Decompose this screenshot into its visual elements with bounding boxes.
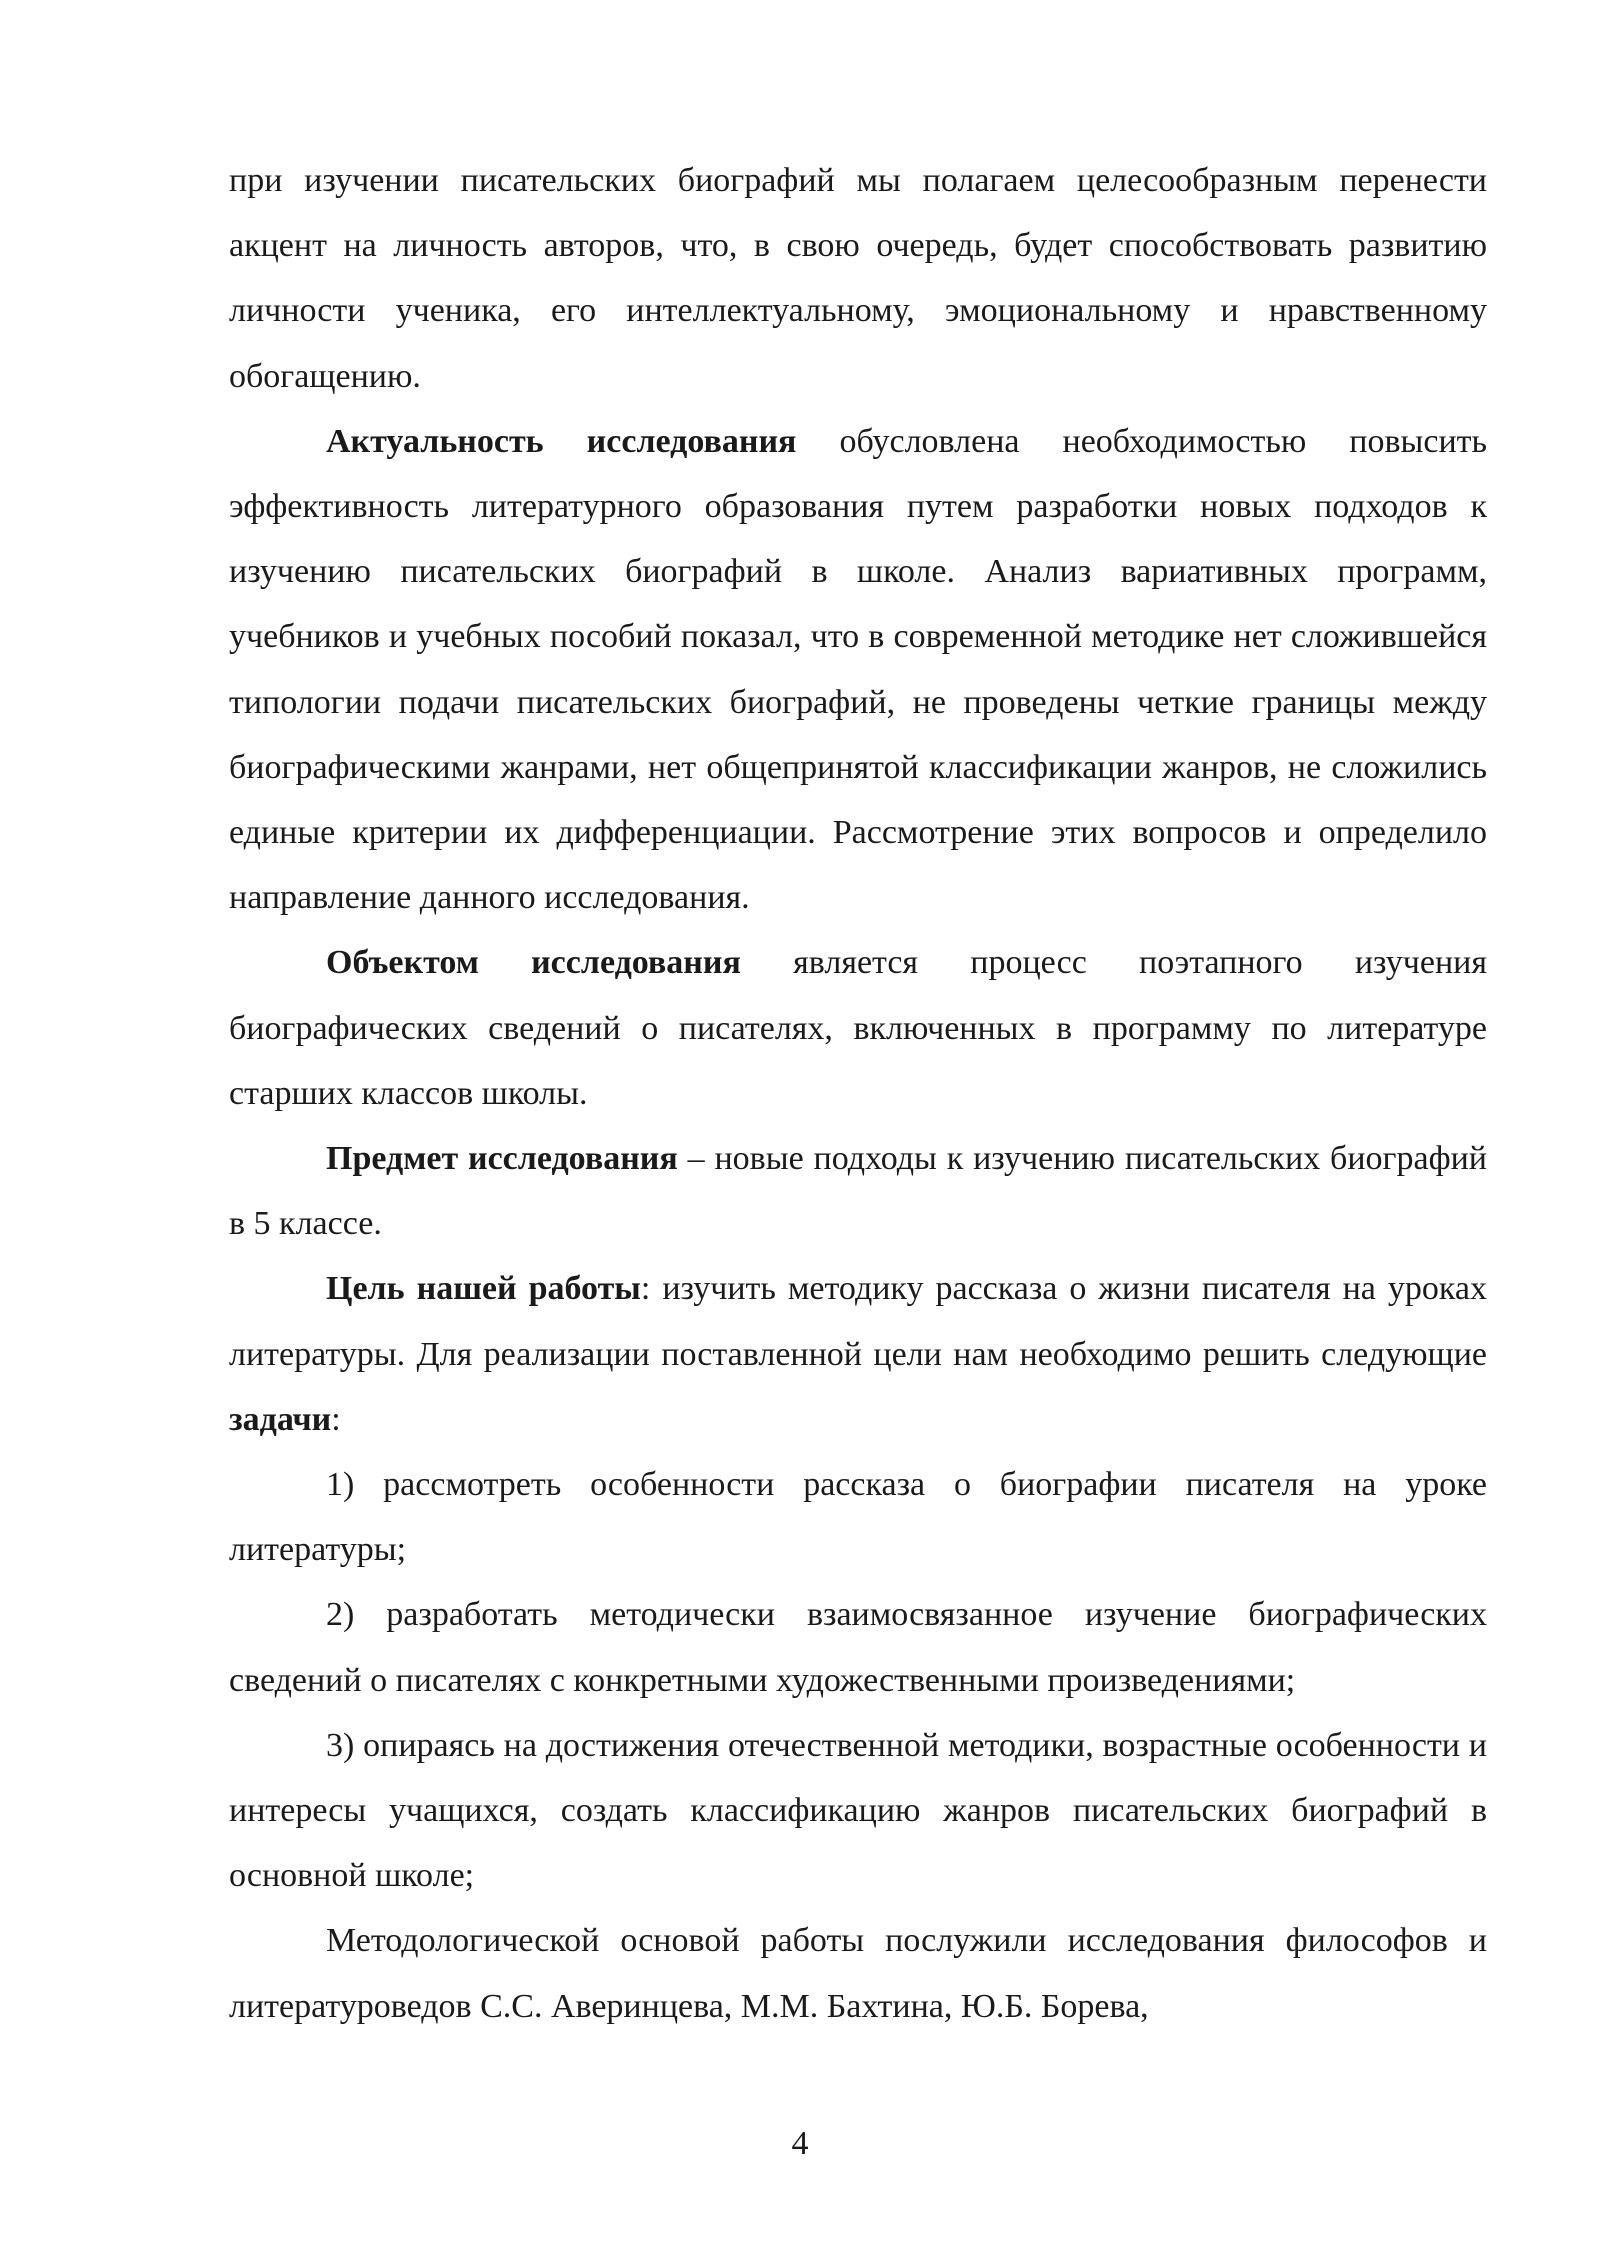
paragraph-goal [229,1256,1487,1452]
paragraph-text: Методологической основой работы послужили исследования философов и литературоведов С.С. Аверинцева, М.М. Бахтина, Ю.Б. Борева, [229,1922,1487,2025]
paragraph-text: является процесс поэтапного изучения биографических сведений о писателях, включенных в программу по литературе старших классов школы. [229,944,1487,1112]
paragraph-subject [229,1126,1487,1256]
term-subject: Предмет исследования [326,1140,678,1178]
paragraph-object [229,930,1487,1126]
task-item-3 [229,1713,1487,1909]
task-item-1 [229,1452,1487,1582]
page-body [229,148,1487,2039]
paragraph-continuation [229,148,1487,409]
paragraph-text: при изучении писательских биографий мы полагаем целесообразным перенести акцент на личность авторов, что, в свою очередь, будет способствовать развитию личности ученика, его интеллектуальному, эмоциональному и нравственному обогащению. [229,162,1487,395]
term-tasks: задачи [229,1400,332,1438]
term-object: Объектом исследования [326,944,741,982]
paragraph-text: : [331,1400,341,1438]
page-number: 4 [791,2125,809,2162]
paragraph-text: 2) разработать методически взаимосвязанное изучение биографических сведений о писателях с конкретными художественными произведениями; [229,1596,1487,1699]
paragraph-methodology [229,1908,1487,2038]
paragraph-text: : изучить методику рассказа о жизни писателя на уроках литературы. Для реализации поставленной цели нам необходимо решить следующие [229,1270,1487,1373]
task-item-2 [229,1582,1487,1712]
paragraph-text: 1) рассмотреть особенности рассказа о биографии писателя на уроке литературы; [229,1466,1487,1569]
term-goal: Цель нашей работы [326,1270,641,1308]
paragraph-text: обусловлена необходимостью повысить эффективность литературного образования путем разработки новых подходов к изучению писательских биографий в школе. Анализ вариативных программ, учебников и учебных пособий показал, что в современной методике нет сложившейся типологии подачи писательских биографий, не проведены четкие границы между биографическими жанрами, нет общепринятой классификации жанров, не сложились единые критерии их дифференциации. Рассмотрение этих вопросов и определило направление данного исследования. [229,422,1487,917]
paragraph-relevance [229,409,1487,931]
paragraph-text: – новые подходы к изучению писательских биографий в 5 классе. [229,1140,1487,1243]
paragraph-text: 3) опираясь на достижения отечественной методики, возрастные особенности и интересы учащихся, создать классификацию жанров писательских биографий в основной школе; [229,1726,1487,1895]
term-relevance: Актуальность исследования [326,422,797,460]
